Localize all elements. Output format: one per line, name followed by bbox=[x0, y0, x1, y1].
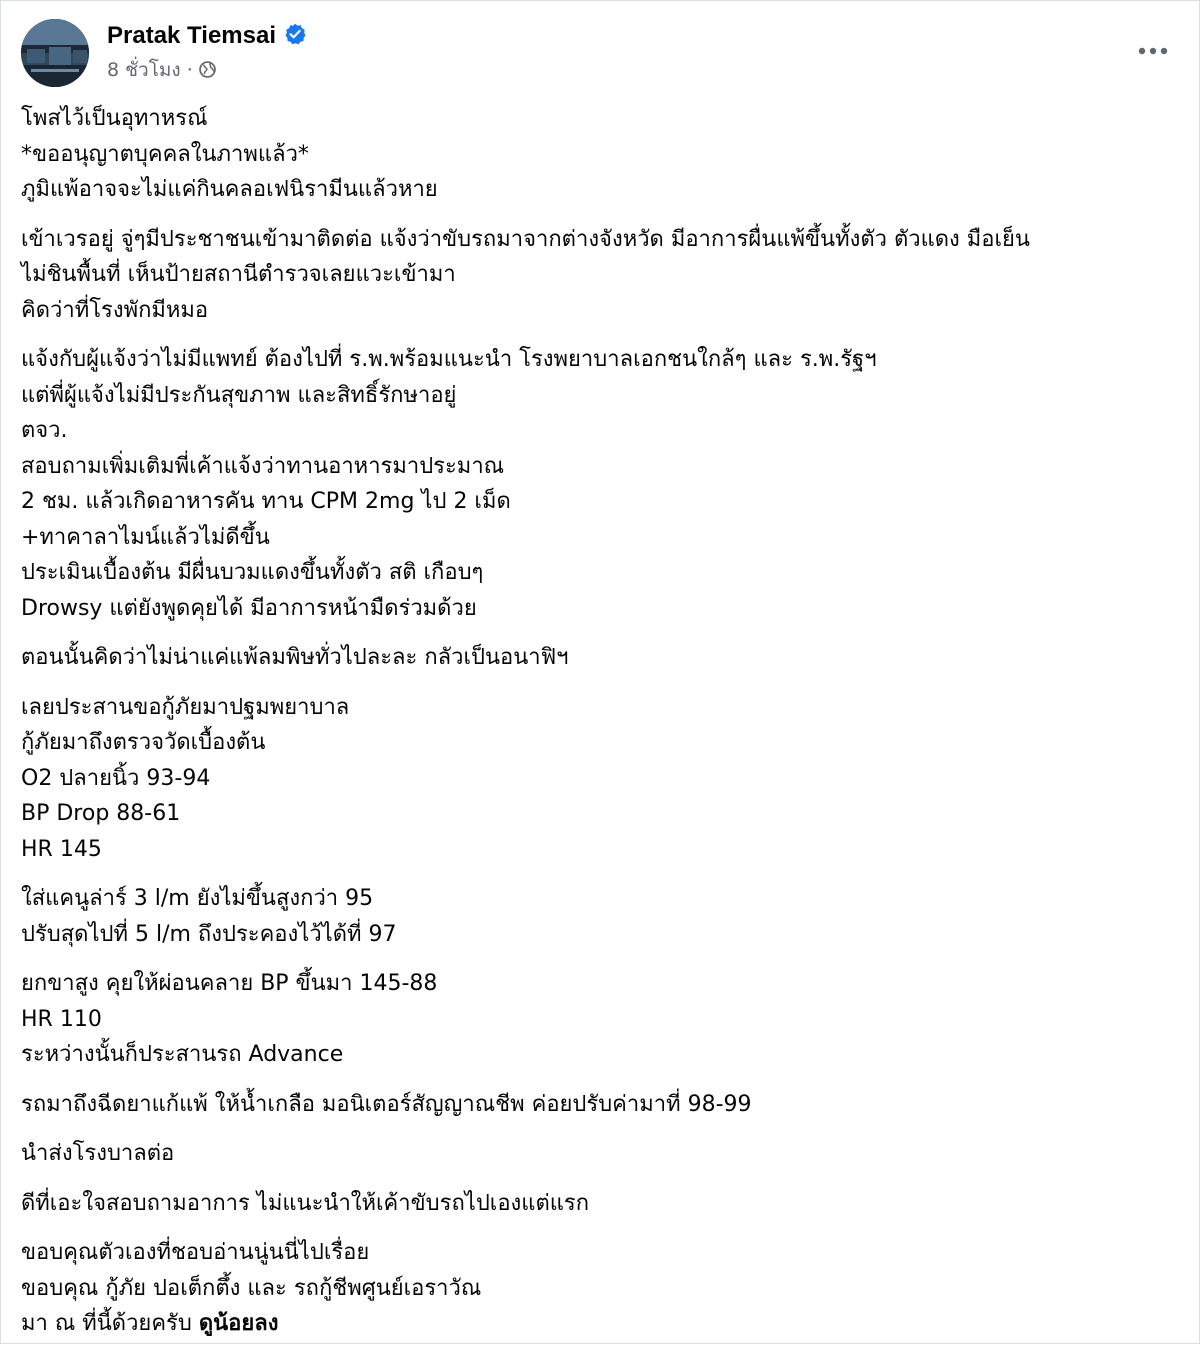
paragraph-3 bbox=[21, 342, 1181, 626]
last-line-text: มา ณ ที่นี้ด้วยครับ bbox=[21, 1311, 199, 1336]
last-text-line bbox=[21, 1306, 1181, 1342]
post-header bbox=[21, 19, 1181, 89]
paragraph-2 bbox=[21, 222, 1181, 329]
author-name[interactable] bbox=[107, 21, 306, 51]
text-line: สอบถามเพิ่มเติมพี่เค้าแจ้งว่าทานอาหารมาประมาณ bbox=[21, 453, 505, 479]
paragraph-11 bbox=[21, 1235, 1181, 1342]
more-horizontal-icon bbox=[1133, 37, 1173, 65]
verified-badge-icon bbox=[284, 23, 306, 45]
text-line: ประเมินเบื้องต้น มีผื่นบวมแดงขึ้นทั้งตัว สติ เกือบๆ bbox=[21, 560, 484, 585]
text-line: แจ้งกับผู้แจ้งว่าไม่มีแพทย์ ต้องไปที่ ร.พ.พร้อมแนะนำ โรงพยาบาลเอกชนใกล้ๆ และ ร.พ.รัฐฯ bbox=[21, 347, 877, 372]
text-line: ใส่แคนูล่าร์ 3 l/m ยังไม่ขึ้นสูงกว่า 95 bbox=[21, 886, 374, 911]
text-line: ตจว. bbox=[21, 418, 68, 443]
paragraph-6 bbox=[21, 881, 1181, 952]
text-line: ยกขาสูง คุยให้ผ่อนคลาย BP ขึ้นมา 145-88 bbox=[21, 971, 438, 996]
text-line: ภูมิแพ้อาจจะไม่แค่กินคลอเฟนิรามีนแล้วหาย bbox=[21, 177, 438, 202]
post-text bbox=[21, 101, 1181, 1356]
paragraph-9 bbox=[21, 1136, 1181, 1172]
text-line: HR 145 bbox=[21, 836, 102, 862]
text-line: ดีที่เอะใจสอบถามอาการ ไม่แนะนำให้เค้าขับรถไปเองแต่แรก bbox=[21, 1190, 590, 1216]
author-name-text[interactable]: Pratak Tiemsai bbox=[107, 22, 276, 49]
text-line: Drowsy แต่ยังพูดคุยได้ มีอาการหน้ามืดร่วมด้วย bbox=[21, 595, 477, 621]
text-line: เลยประสานขอกู้ภัยมาปฐมพยาบาล bbox=[21, 694, 350, 720]
text-line: 2 ชม. แล้วเกิดอาหารคัน ทาน CPM 2mg ไป 2 เม็ด bbox=[21, 489, 511, 514]
post-meta bbox=[107, 57, 216, 83]
paragraph-7 bbox=[21, 966, 1181, 1073]
post-timestamp[interactable]: 8 ชั่วโมง bbox=[107, 59, 181, 81]
text-line: คิดว่าที่โรงพักมีหมอ bbox=[21, 297, 209, 323]
paragraph-8 bbox=[21, 1087, 1181, 1123]
text-line: นำส่งโรงบาลต่อ bbox=[21, 1141, 175, 1166]
text-line: ตอนนั้นคิดว่าไม่น่าแค่แพ้ลมพิษทั่วไปละละ กลัวเป็นอนาฟิฯ bbox=[21, 645, 569, 670]
text-line: ปรับสุดไปที่ 5 l/m ถึงประคองไว้ได้ที่ 97 bbox=[21, 921, 397, 947]
text-line: แต่พี่ผู้แจ้งไม่มีประกันสุขภาพ และสิทธิ์รักษาอยู่ bbox=[21, 382, 457, 408]
text-line: O2 ปลายนิ้ว 93-94 bbox=[21, 765, 211, 791]
text-line: โพสไว้เป็นอุทาหรณ์ bbox=[21, 106, 208, 131]
text-line: +ทาคาลาไมน์แล้วไม่ดีขึ้น bbox=[21, 524, 270, 550]
avatar-photo bbox=[21, 19, 89, 87]
more-options-button[interactable] bbox=[1133, 37, 1173, 65]
text-line: ระหว่างนั้นก็ประสานรถ Advance bbox=[21, 1042, 344, 1067]
text-line: BP Drop 88-61 bbox=[21, 801, 181, 826]
paragraph-1 bbox=[21, 101, 1181, 208]
text-line: ขอบคุณ กู้ภัย ปอเต็กตึ้ง และ รถกู้ชีพศูนย์เอราวัณ bbox=[21, 1275, 482, 1301]
paragraph-5 bbox=[21, 690, 1181, 868]
text-line: *ขออนุญาตบุคคลในภาพแล้ว* bbox=[21, 141, 309, 167]
text-line: ขอบคุณตัวเองที่ชอบอ่านนู่นนี่ไปเรื่อย bbox=[21, 1240, 370, 1265]
paragraph-10 bbox=[21, 1186, 1181, 1222]
see-less-button[interactable]: ดูน้อยลง bbox=[198, 1311, 279, 1336]
text-line: HR 110 bbox=[21, 1006, 102, 1032]
text-line: กู้ภัยมาถึงตรวจวัดเบื้องต้น bbox=[21, 730, 266, 755]
paragraph-4 bbox=[21, 640, 1181, 676]
globe-icon[interactable] bbox=[199, 61, 216, 78]
text-line: รถมาถึงฉีดยาแก้แพ้ ให้น้ำเกลือ มอนิเตอร์สัญญาณชีพ ค่อยปรับค่ามาที่ 98-99 bbox=[21, 1091, 752, 1117]
avatar[interactable] bbox=[21, 19, 89, 87]
text-line: เข้าเวรอยู่ จู่ๆมีประชาชนเข้ามาติดต่อ แจ้งว่าขับรถมาจากต่างจังหวัด มีอาการผื่นแพ้ขึ้นทั้งตัว ตัวแดง มือเย็น bbox=[21, 226, 1030, 252]
text-line: ไม่ชินพื้นที่ เห็นป้ายสถานีตำรวจเลยแวะเข้ามา bbox=[21, 262, 456, 287]
meta-separator: · bbox=[186, 59, 193, 81]
